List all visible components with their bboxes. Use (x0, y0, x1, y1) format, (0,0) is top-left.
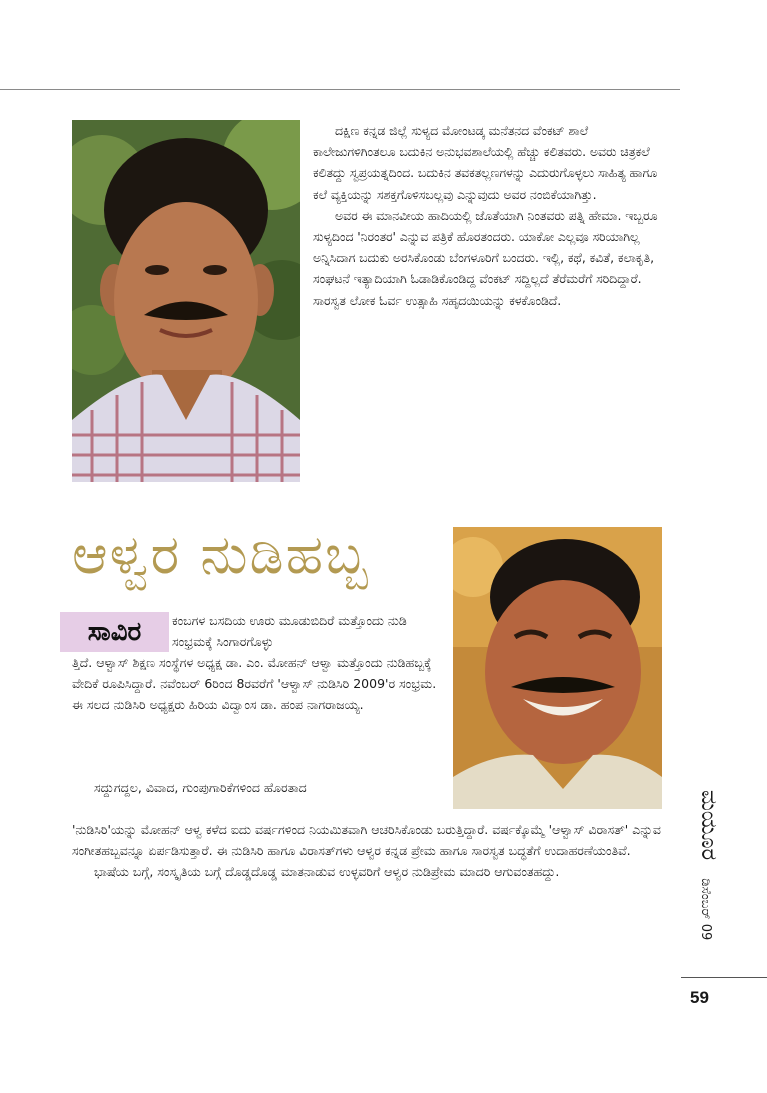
magazine-name: ಮಯೂರ (696, 790, 721, 861)
portrait-photo-venkat (72, 120, 300, 482)
issue-sidebar (693, 790, 733, 970)
article2-lead-continued: ತ್ತಿದೆ. ಆಳ್ವಾಸ್ ಶಿಕ್ಷಣ ಸಂಸ್ಥೆಗಳ ಅಧ್ಯಕ್ಷ ಡಾ. ಎಂ. ಮೋಹನ್ ಆಳ್ವಾ ಮತ್ತೊಂದು ನುಡಿಹಬ್ಬಕ್ಕೆ ವೇದಿಕೆ ರೂಪಿಸಿದ್ದಾರೆ. ನವೆಂಬರ್ 6ರಿಂದ 8ರವರೆಗೆ 'ಆಳ್ವಾಸ್ ನುಡಿಸಿರಿ 2009'ರ ಸಂಭ್ರಮ. ಈ ಸಲದ ನುಡಿಸಿರಿ ಅಧ್ಯಕ್ಷರು ಹಿರಿಯ ವಿದ್ವಾಂಸ ಡಾ. ಹಂಪ ನಾಗರಾಜಯ್ಯ. (72, 655, 437, 713)
article2-body-wide (72, 819, 662, 883)
article2-headline: ಆಳ್ವರ ನುಡಿಹಬ್ಬ (72, 523, 370, 586)
article2-paragraph: ಸದ್ದುಗದ್ದಲ, ವಿವಾದ, ಗುಂಪುಗಾರಿಕೆಗಳಿಂದ ಹೊರತಾದ (94, 780, 307, 795)
issue-date: ಡಿಸೆಂಬರ್ 09 (698, 878, 713, 941)
article2-paragraph: 'ನುಡಿಸಿರಿ'ಯನ್ನು ಮೋಹನ್ ಆಳ್ವ ಕಳೆದ ಐದು ವರ್ಷಗಳಿಂದ ನಿಯಮಿತವಾಗಿ ಆಚರಿಸಿಕೊಂಡು ಬರುತ್ತಿದ್ದಾರೆ. ವರ್ಷಕ್ಕೊಮ್ಮೆ 'ಆಳ್ವಾಸ್ ವಿರಾಸತ್' ಎನ್ನುವ ಸಂಗೀತಹಬ್ಬವನ್ನೂ ಏರ್ಪಡಿಸುತ್ತಾರೆ. ಈ ನುಡಿಸಿರಿ ಹಾಗೂ ವಿರಾಸತ್‌ಗಳು ಆಳ್ವರ ಕನ್ನಡ ಪ್ರೇಮ ಹಾಗೂ ಸಾರಸ್ವತ ಬದ್ಧತೆಗೆ ಉದಾಹರಣೆಯಂತಿವೆ. (72, 822, 661, 859)
article2-paragraph: ಭಾಷೆಯ ಬಗ್ಗೆ, ಸಂಸ್ಕೃತಿಯ ಬಗ್ಗೆ ದೊಡ್ಡದೊಡ್ಡ ಮಾತನಾಡುವ ಉಳ್ಳವರಿಗೆ ಆಳ್ವರ ನುಡಿಪ್ರೇಮ ಮಾದರಿ ಆಗುವಂತಹದ್ದು. (94, 864, 560, 880)
portrait-photo-mohan-alva (453, 527, 662, 809)
article2-lead: ಕಂಬಗಳ ಬಸದಿಯ ಊರು ಮೂಡುಬಿದಿರೆ ಮತ್ತೊಂದು ನುಡಿ ಸಂಭ್ರಮಕ್ಕೆ ಸಿಂಗಾರಗೊಳ್ಳು (172, 613, 407, 650)
article1-body (313, 120, 658, 311)
footer-rule (681, 977, 767, 978)
dropcap-word: ಸಾವಿರ (60, 612, 169, 652)
article2-body-intro (72, 777, 447, 798)
top-rule (0, 89, 680, 90)
article1-paragraph: ಅವರ ಈ ಮಾನವೀಯ ಹಾದಿಯಲ್ಲಿ ಜೊತೆಯಾಗಿ ನಿಂತವರು ಪತ್ನಿ ಹೇಮಾ. ಇಬ್ಬರೂ ಸುಳ್ಯದಿಂದ 'ನಿರಂತರ' ಎನ್ನುವ ಪತ್ರಿಕೆ ಹೊರತಂದರು. ಯಾಕೋ ಎಲ್ಲವೂ ಸರಿಯಾಗಿಲ್ಲ ಅನ್ನಿಸಿದಾಗ ಬದುಕು ಅರಸಿಕೊಂಡು ಬೆಂಗಳೂರಿಗೆ ಬಂದರು. ಇಲ್ಲಿ, ಕಥೆ, ಕವಿತೆ, ಕಲಾಕೃತಿ, ಸಂಘಟನೆ ಇತ್ಯಾದಿಯಾಗಿ ಓಡಾಡಿಕೊಂಡಿದ್ದ ವೆಂಕಟ್ ಸದ್ದಿಲ್ಲದೆ ತೆರೆಮರೆಗೆ ಸರಿದಿದ್ದಾರೆ. ಸಾರಸ್ವತ ಲೋಕ ಓರ್ವ ಉತ್ಸಾಹಿ ಸಹೃದಯಿಯನ್ನು ಕಳಕೊಂಡಿದೆ. (313, 207, 658, 308)
article1-paragraph: ದಕ್ಷಿಣ ಕನ್ನಡ ಜಿಲ್ಲೆ ಸುಳ್ಯದ ಮೋಂಟಡ್ಕ ಮನೆತನದ ವೆಂಕಟ್ ಶಾಲೆ ಕಾಲೇಜುಗಳಿಗಿಂತಲೂ ಬದುಕಿನ ಅನುಭವಶಾಲೆಯಲ್ಲಿ ಹೆಚ್ಚು ಕಲಿತವರು. ಅವರು ಚಿತ್ರಕಲೆ ಕಲಿತದ್ದು ಸ್ವಪ್ರಯತ್ನದಿಂದ. ಬದುಕಿನ ತವಕತಲ್ಲಣಗಳನ್ನು ಎದುರುಗೊಳ್ಳಲು ಸಾಹಿತ್ಯ ಹಾಗೂ ಕಲೆ ವ್ಯಕ್ತಿಯನ್ನು ಸಶಕ್ತಗೊಳಿಸಬಲ್ಲವು ಎನ್ನುವುದು ಅವರ ನಂಬಿಕೆಯಾಗಿತ್ತು. (313, 123, 658, 202)
page-number: 59 (690, 988, 709, 1007)
